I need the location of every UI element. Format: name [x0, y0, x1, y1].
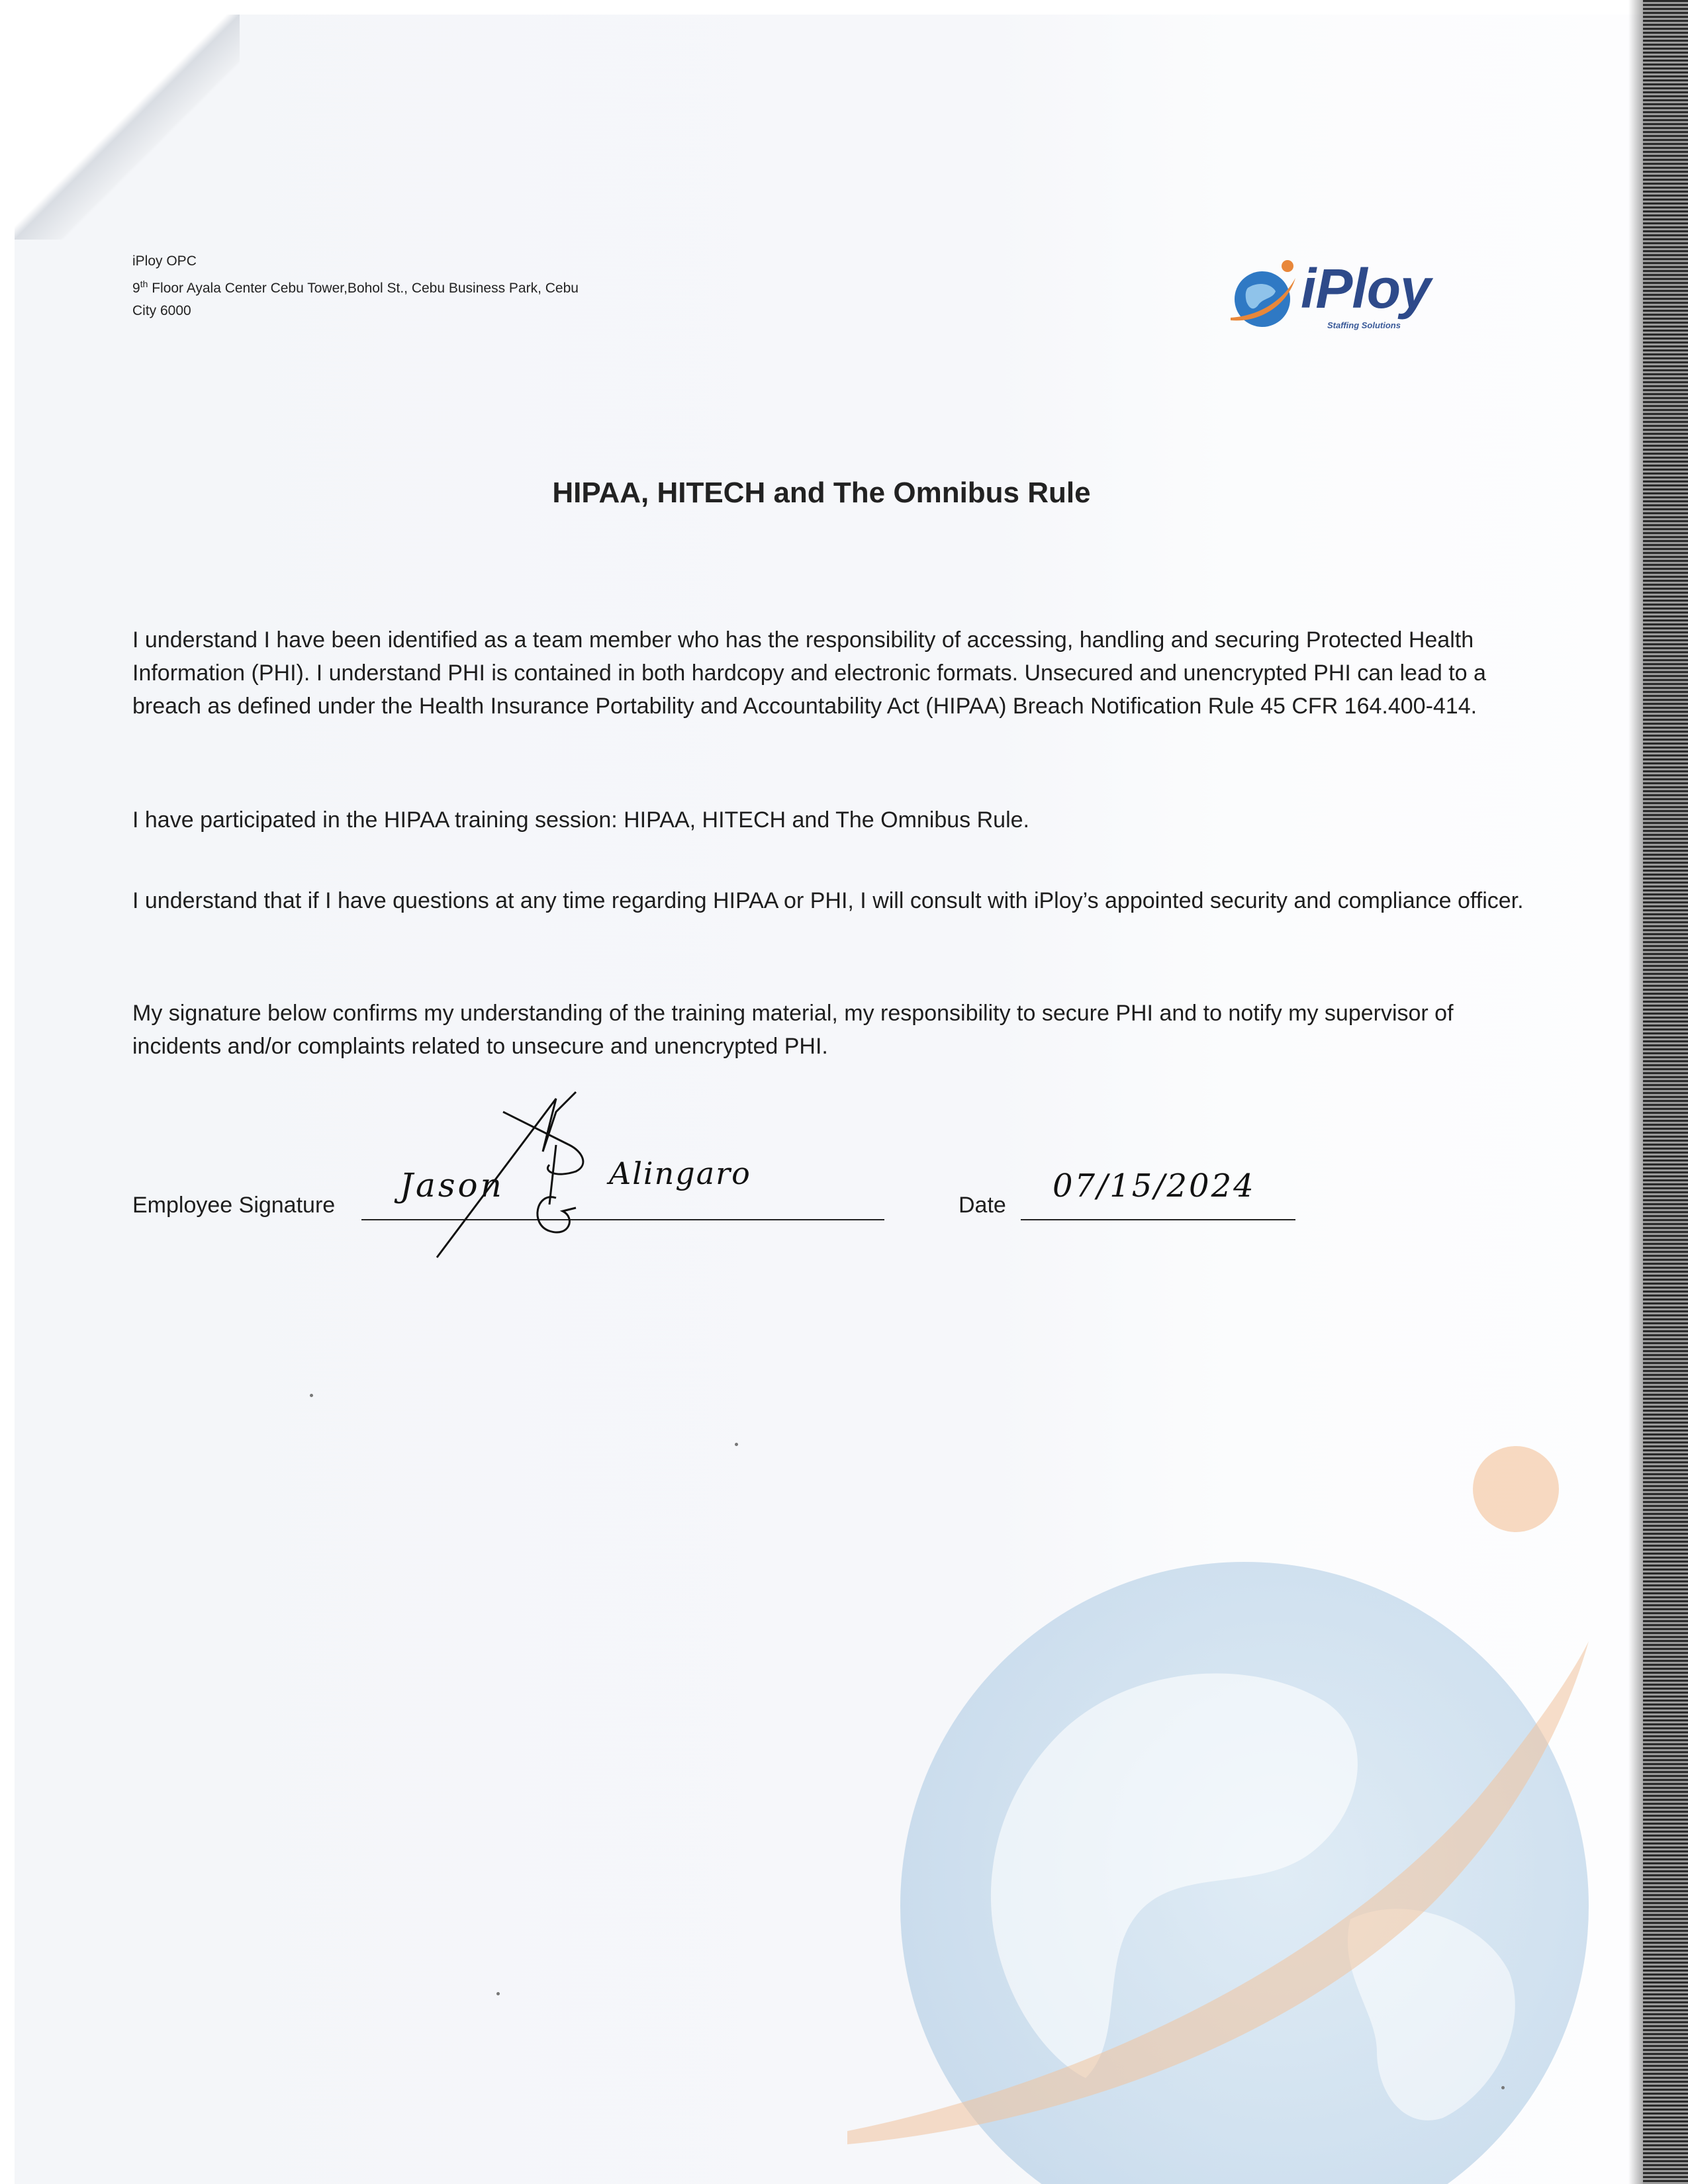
address-line-2: City 6000 [132, 303, 191, 318]
scan-speck [496, 1992, 500, 1995]
scan-edge-strip [1643, 0, 1688, 2184]
paragraph-confirmation: My signature below confirms my understanding of the training material, my responsibility to secure PHI and to notify my supervisor of incidents and/or complaints related to unsecure and unencrypted PHI. [132, 1001, 1454, 1059]
paragraph-training: I have participated in the HIPAA training session: HIPAA, HITECH and The Omnibus Rule. [132, 807, 1029, 833]
date-line [1021, 1219, 1295, 1220]
handwritten-last-name: Alingaro [609, 1156, 751, 1191]
floor-suffix: th [140, 279, 148, 289]
company-address-block [132, 250, 579, 322]
logo-tagline: Staffing Solutions [1327, 320, 1401, 330]
address-line-1 [132, 273, 579, 300]
company-logo [1221, 251, 1460, 344]
scan-speck [1501, 2086, 1505, 2089]
logo-wordmark: iPloy [1301, 257, 1430, 320]
scan-speck [735, 1443, 738, 1446]
handwritten-first-name: Jason [400, 1166, 504, 1205]
employee-signature-label: Employee Signature [132, 1193, 336, 1218]
logo-globe-icon [1221, 251, 1307, 338]
paragraph-questions: I understand that if I have questions at any time regarding HIPAA or PHI, I will consult with iPloy’s appointed security and compliance officer. [132, 888, 1524, 913]
globe-watermark-icon [781, 1390, 1643, 2184]
date-label: Date [959, 1193, 1006, 1218]
document-title: HIPAA, HITECH and The Omnibus Rule [552, 477, 1091, 509]
folded-corner [15, 15, 240, 240]
floor-number: 9 [132, 281, 140, 296]
address-line-1-rest: Floor Ayala Center Cebu Tower,Bohol St., Cebu Business Park, Cebu [148, 281, 579, 296]
paragraph-responsibility: I understand I have been identified as a team member who has the responsibility of accessing, handling and securing Protected Health Information (PHI). I understand PHI is contained in both hardcopy and electronic formats. Unsecured and unencrypted PHI can lead to a breach as defined under the Health Insurance Portability and Accountability Act (HIPAA) Breach Notification Rule 45 CFR 164.400-414. [132, 627, 1486, 719]
company-name: iPloy OPC [132, 253, 197, 269]
handwritten-date: 07/15/2024 [1053, 1167, 1256, 1205]
scan-speck [310, 1394, 313, 1397]
